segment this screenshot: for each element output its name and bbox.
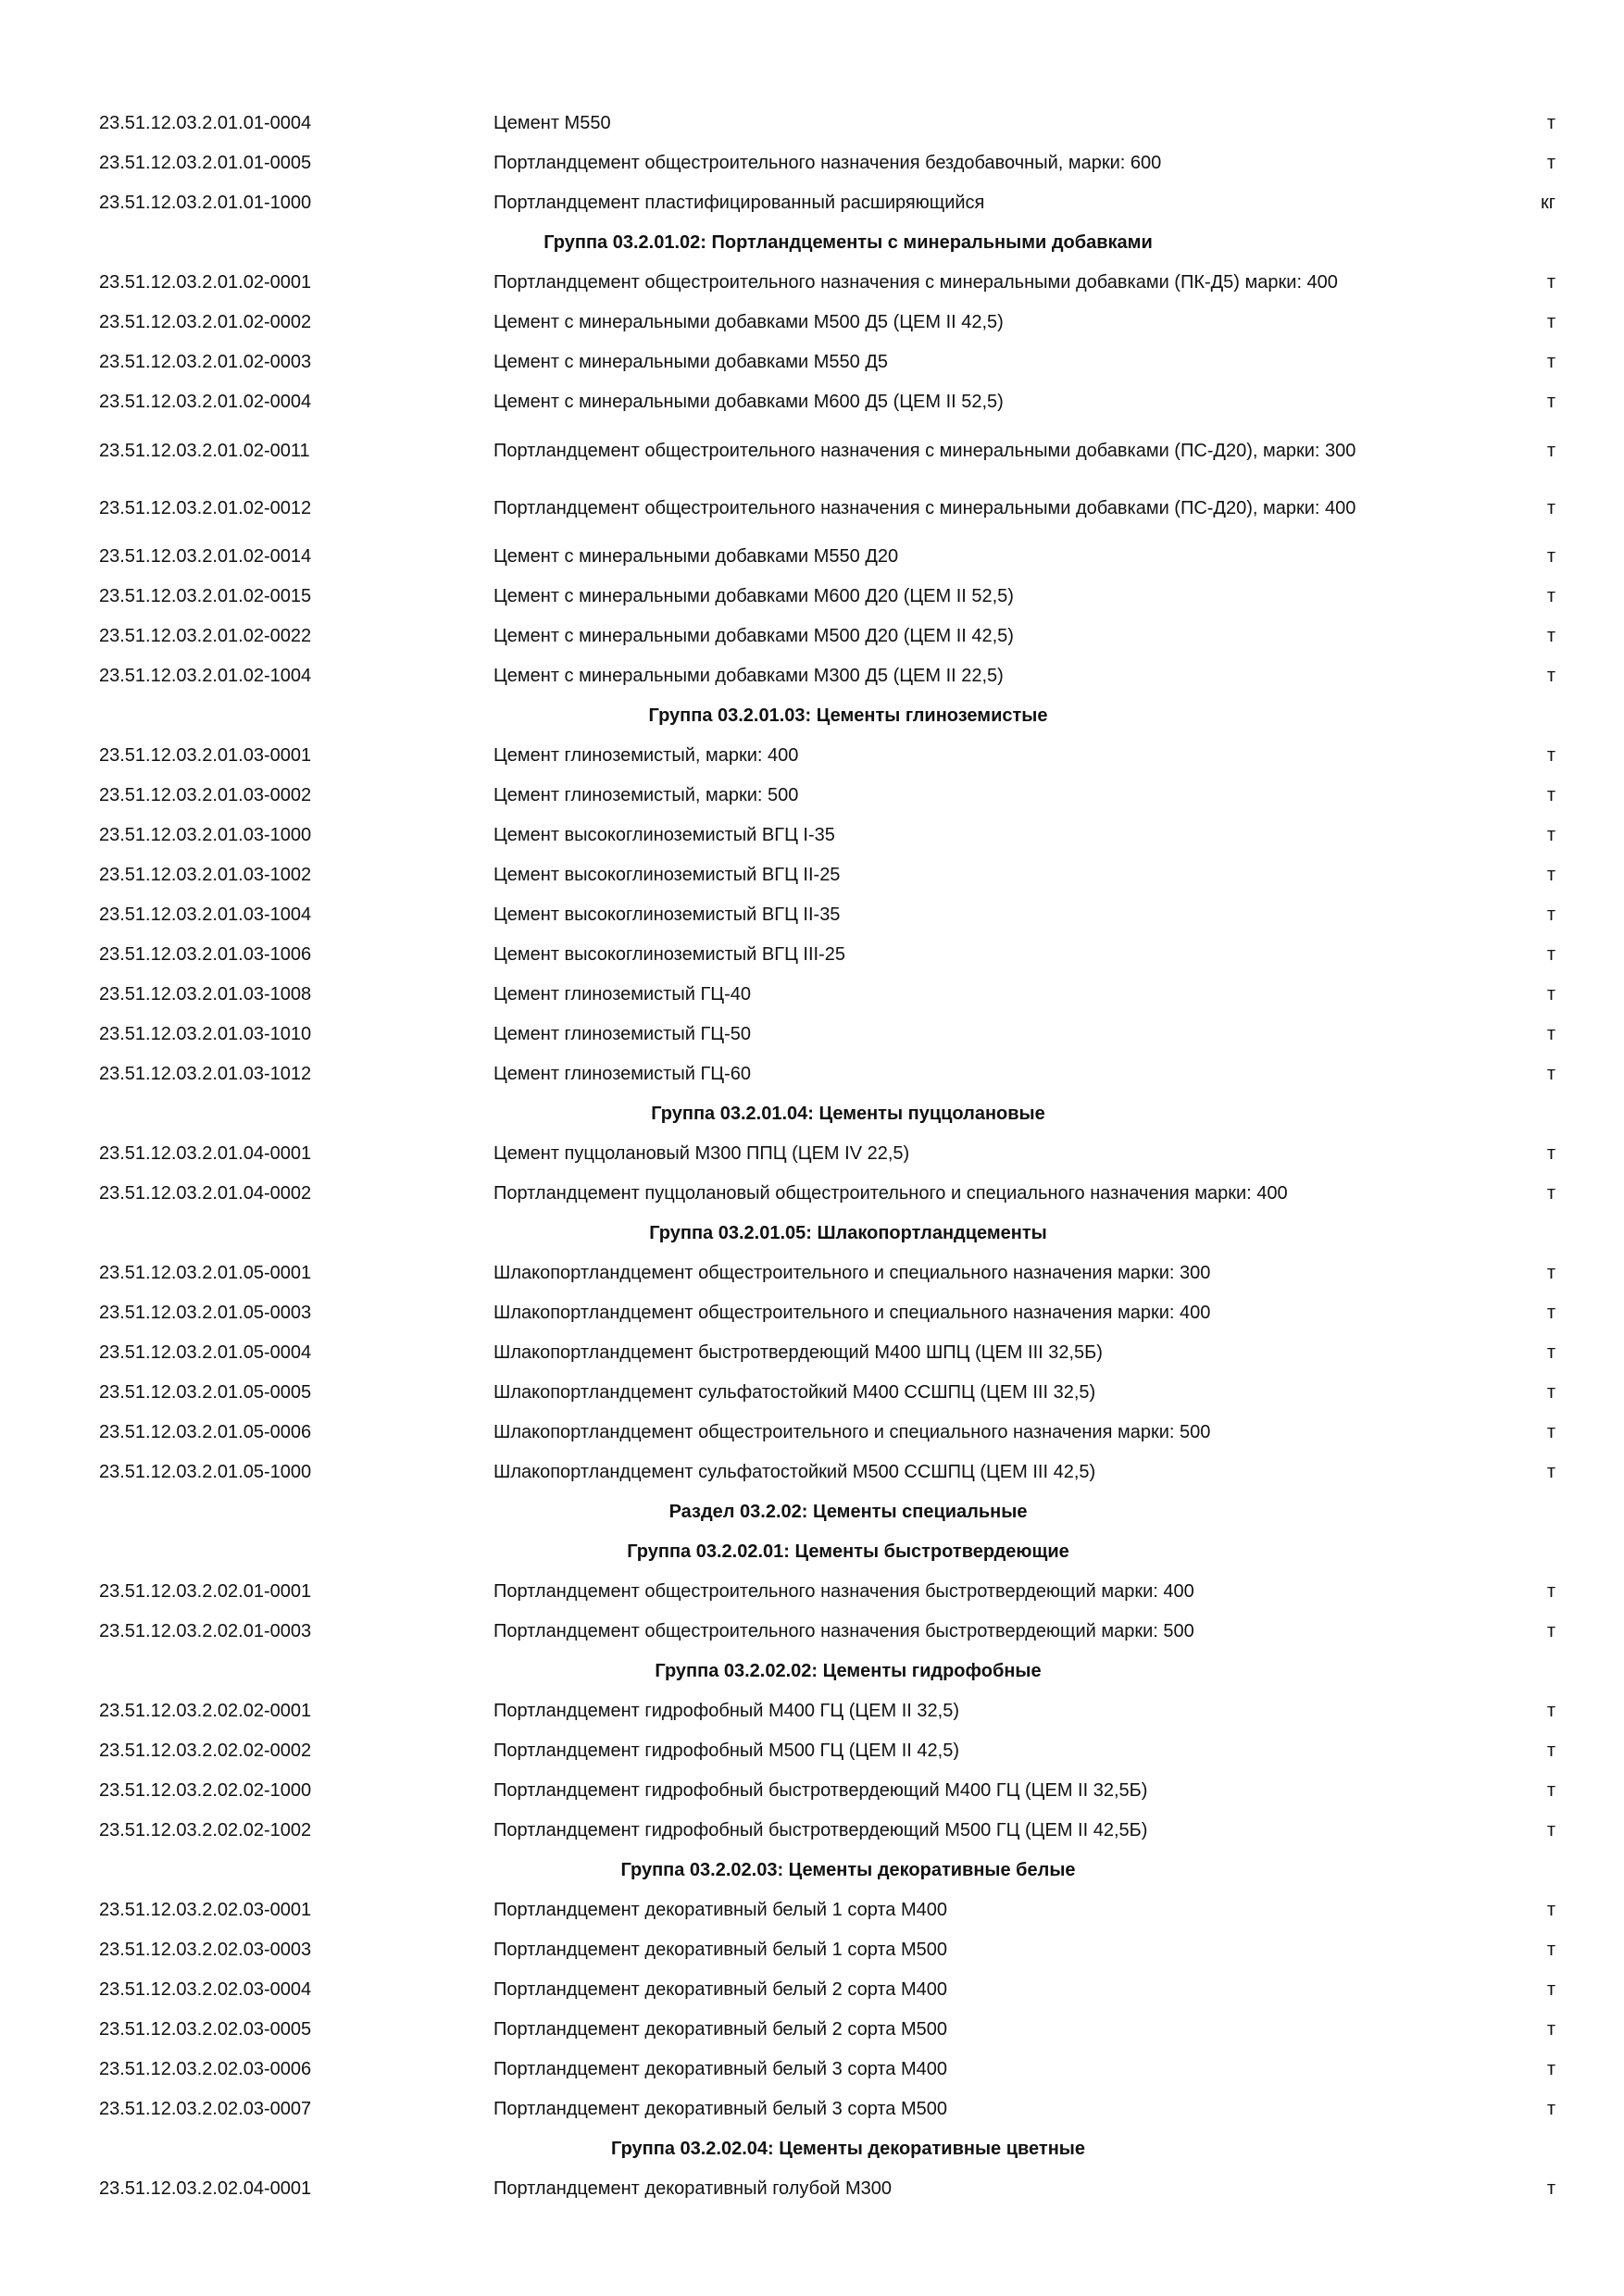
table-row bbox=[0, 1970, 1624, 2010]
item-unit: т bbox=[1546, 984, 1555, 1004]
item-name: Портландцемент декоративный белый 2 сорта М500 bbox=[493, 2019, 948, 2040]
item-unit: т bbox=[1546, 1940, 1555, 1960]
item-name: Портландцемент декоративный голубой М300 bbox=[493, 2178, 892, 2199]
section-heading: Группа 03.2.01.04: Цементы пуццолановые bbox=[651, 1104, 1045, 1124]
table-row bbox=[0, 343, 1624, 382]
item-unit: т bbox=[1546, 1701, 1555, 1721]
table-row bbox=[0, 2010, 1624, 2050]
item-code: 23.51.12.03.2.02.02-1000 bbox=[99, 1780, 312, 1801]
item-name: Цемент с минеральными добавками М300 Д5 (ЦЕМ II 22,5) bbox=[493, 666, 1004, 686]
item-code: 23.51.12.03.2.01.03-1006 bbox=[99, 944, 312, 965]
item-name: Цемент высокоглиноземистый ВГЦ III-25 bbox=[493, 944, 845, 965]
item-code: 23.51.12.03.2.01.03-1008 bbox=[99, 984, 312, 1004]
item-name: Цемент высокоглиноземистый ВГЦ II-25 bbox=[493, 865, 841, 885]
item-unit: т bbox=[1546, 113, 1555, 133]
table-row bbox=[0, 776, 1624, 816]
table-row bbox=[0, 1930, 1624, 1970]
item-unit: т bbox=[1546, 1263, 1555, 1283]
table-row bbox=[0, 736, 1624, 776]
item-code: 23.51.12.03.2.01.01-1000 bbox=[99, 193, 312, 213]
item-name: Портландцемент декоративный белый 1 сорта М400 bbox=[493, 1900, 948, 1920]
table-row bbox=[0, 1811, 1624, 1851]
table-row bbox=[0, 1413, 1624, 1453]
item-code: 23.51.12.03.2.01.02-0011 bbox=[99, 441, 310, 461]
item-code: 23.51.12.03.2.01.02-0012 bbox=[99, 498, 312, 518]
table-row bbox=[0, 104, 1624, 144]
section-heading-row bbox=[0, 1492, 1624, 1532]
item-code: 23.51.12.03.2.01.03-1012 bbox=[99, 1064, 312, 1084]
item-unit: т bbox=[1546, 1064, 1555, 1084]
table-row bbox=[0, 303, 1624, 343]
section-heading-row bbox=[0, 696, 1624, 736]
item-unit: т bbox=[1546, 441, 1555, 461]
table-row bbox=[0, 1453, 1624, 1492]
item-code: 23.51.12.03.2.01.05-0006 bbox=[99, 1422, 312, 1442]
item-name: Портландцемент пуццолановый общестроительного и специального назначения марки: 400 bbox=[493, 1183, 1288, 1204]
item-unit: т bbox=[1546, 546, 1555, 567]
item-unit: т bbox=[1546, 153, 1555, 173]
item-code: 23.51.12.03.2.02.02-1002 bbox=[99, 1820, 312, 1841]
item-name: Шлакопортландцемент общестроительного и специального назначения марки: 400 bbox=[493, 1303, 1211, 1323]
item-unit: кг bbox=[1540, 193, 1555, 213]
item-unit: т bbox=[1546, 2019, 1555, 2040]
table-row bbox=[0, 1015, 1624, 1054]
item-code: 23.51.12.03.2.02.01-0001 bbox=[99, 1581, 312, 1602]
item-code: 23.51.12.03.2.02.03-0003 bbox=[99, 1940, 312, 1960]
item-code: 23.51.12.03.2.01.03-1002 bbox=[99, 865, 312, 885]
item-unit: т bbox=[1546, 626, 1555, 646]
item-name: Цемент с минеральными добавками М500 Д20 (ЦЕМ II 42,5) bbox=[493, 626, 1014, 646]
table-row bbox=[0, 1293, 1624, 1333]
item-unit: т bbox=[1546, 1979, 1555, 2000]
item-unit: т bbox=[1546, 785, 1555, 805]
table-row bbox=[0, 537, 1624, 577]
item-name: Цемент глиноземистый ГЦ-50 bbox=[493, 1024, 751, 1044]
item-code: 23.51.12.03.2.02.02-0001 bbox=[99, 1701, 312, 1721]
item-name: Портландцемент гидрофобный быстротвердеющий М400 ГЦ (ЦЕМ II 32,5Б) bbox=[493, 1780, 1148, 1801]
section-heading: Группа 03.2.02.04: Цементы декоративные цветные bbox=[611, 2139, 1085, 2159]
item-unit: т bbox=[1546, 905, 1555, 925]
item-unit: т bbox=[1546, 1621, 1555, 1641]
item-unit: т bbox=[1546, 1382, 1555, 1403]
table-row bbox=[0, 1054, 1624, 1094]
item-code: 23.51.12.03.2.01.05-0003 bbox=[99, 1303, 312, 1323]
item-code: 23.51.12.03.2.02.03-0007 bbox=[99, 2099, 312, 2119]
item-unit: т bbox=[1546, 1183, 1555, 1204]
item-unit: т bbox=[1546, 2178, 1555, 2199]
item-code: 23.51.12.03.2.02.03-0004 bbox=[99, 1979, 312, 2000]
item-unit: т bbox=[1546, 1900, 1555, 1920]
section-heading: Группа 03.2.02.02: Цементы гидрофобные bbox=[655, 1661, 1042, 1681]
item-code: 23.51.12.03.2.01.03-0002 bbox=[99, 785, 312, 805]
item-name: Цемент М550 bbox=[493, 113, 611, 133]
section-heading-row bbox=[0, 1214, 1624, 1254]
table-row bbox=[0, 577, 1624, 617]
item-unit: т bbox=[1546, 1303, 1555, 1323]
item-code: 23.51.12.03.2.01.03-1000 bbox=[99, 825, 312, 845]
item-unit: т bbox=[1546, 1820, 1555, 1841]
table-row bbox=[0, 144, 1624, 183]
section-heading-row bbox=[0, 1094, 1624, 1134]
item-unit: т bbox=[1546, 312, 1555, 332]
item-name: Цемент с минеральными добавками М550 Д5 bbox=[493, 352, 889, 372]
item-code: 23.51.12.03.2.01.02-0014 bbox=[99, 546, 312, 567]
item-unit: т bbox=[1546, 1422, 1555, 1442]
item-name: Цемент с минеральными добавками М500 Д5 (ЦЕМ II 42,5) bbox=[493, 312, 1004, 332]
item-name: Портландцемент гидрофобный быстротвердеющий М500 ГЦ (ЦЕМ II 42,5Б) bbox=[493, 1820, 1148, 1841]
item-name: Портландцемент декоративный белый 3 сорта М400 bbox=[493, 2059, 948, 2079]
item-name: Цемент высокоглиноземистый ВГЦ I-35 bbox=[493, 825, 835, 845]
section-heading: Группа 03.2.02.03: Цементы декоративные белые bbox=[620, 1860, 1076, 1880]
table-row bbox=[0, 2090, 1624, 2129]
item-name: Шлакопортландцемент сульфатостойкий М400 ССШПЦ (ЦЕМ III 32,5) bbox=[493, 1382, 1096, 1403]
item-name: Портландцемент общестроительного назначения с минеральными добавками (ПС-Д20), марки: 300 bbox=[493, 441, 1356, 461]
item-code: 23.51.12.03.2.01.02-0015 bbox=[99, 586, 312, 606]
item-name: Цемент глиноземистый ГЦ-60 bbox=[493, 1064, 751, 1084]
item-name: Портландцемент общестроительного назначения быстротвердеющий марки: 500 bbox=[493, 1621, 1194, 1641]
item-unit: т bbox=[1546, 1342, 1555, 1363]
item-code: 23.51.12.03.2.02.03-0006 bbox=[99, 2059, 312, 2079]
item-name: Цемент глиноземистый ГЦ-40 bbox=[493, 984, 751, 1004]
item-unit: т bbox=[1546, 1581, 1555, 1602]
item-name: Портландцемент общестроительного назначения бездобавочный, марки: 600 bbox=[493, 153, 1162, 173]
item-name: Цемент с минеральными добавками М550 Д20 bbox=[493, 546, 899, 567]
price-list-table bbox=[0, 104, 1624, 2209]
item-code: 23.51.12.03.2.02.04-0001 bbox=[99, 2178, 312, 2199]
item-name: Шлакопортландцемент общестроительного и специального назначения марки: 300 bbox=[493, 1263, 1211, 1283]
table-row bbox=[0, 855, 1624, 895]
item-name: Цемент пуццолановый М300 ППЦ (ЦЕМ IV 22,5) bbox=[493, 1143, 910, 1164]
table-row bbox=[0, 975, 1624, 1015]
table-row bbox=[0, 617, 1624, 656]
item-unit: т bbox=[1546, 272, 1555, 293]
item-unit: т bbox=[1546, 825, 1555, 845]
item-code: 23.51.12.03.2.01.03-1004 bbox=[99, 905, 312, 925]
table-row bbox=[0, 1731, 1624, 1771]
item-code: 23.51.12.03.2.01.02-0001 bbox=[99, 272, 312, 293]
item-name: Портландцемент пластифицированный расширяющийся bbox=[493, 193, 985, 213]
item-code: 23.51.12.03.2.01.03-1010 bbox=[99, 1024, 312, 1044]
item-unit: т bbox=[1546, 944, 1555, 965]
item-name: Портландцемент общестроительного назначения с минеральными добавками (ПК-Д5) марки: 400 bbox=[493, 272, 1338, 293]
section-heading-row bbox=[0, 1652, 1624, 1691]
table-row bbox=[0, 1612, 1624, 1652]
table-row bbox=[0, 1134, 1624, 1174]
table-row bbox=[0, 422, 1624, 480]
item-name: Цемент высокоглиноземистый ВГЦ II-35 bbox=[493, 905, 841, 925]
item-unit: т bbox=[1546, 352, 1555, 372]
item-name: Портландцемент декоративный белый 2 сорта М400 bbox=[493, 1979, 948, 2000]
item-code: 23.51.12.03.2.01.02-0003 bbox=[99, 352, 312, 372]
table-row bbox=[0, 183, 1624, 223]
item-code: 23.51.12.03.2.02.03-0001 bbox=[99, 1900, 312, 1920]
item-unit: т bbox=[1546, 2059, 1555, 2079]
item-unit: т bbox=[1546, 392, 1555, 412]
table-row bbox=[0, 1174, 1624, 1214]
item-code: 23.51.12.03.2.02.01-0003 bbox=[99, 1621, 312, 1641]
item-code: 23.51.12.03.2.01.01-0005 bbox=[99, 153, 312, 173]
table-row bbox=[0, 2050, 1624, 2090]
section-heading-row bbox=[0, 2129, 1624, 2169]
table-row bbox=[0, 895, 1624, 935]
item-name: Цемент с минеральными добавками М600 Д20 (ЦЕМ II 52,5) bbox=[493, 586, 1014, 606]
table-row bbox=[0, 1890, 1624, 1930]
item-code: 23.51.12.03.2.02.02-0002 bbox=[99, 1741, 312, 1761]
item-code: 23.51.12.03.2.01.02-1004 bbox=[99, 666, 312, 686]
section-heading: Раздел 03.2.02: Цементы специальные bbox=[668, 1502, 1028, 1522]
item-unit: т bbox=[1546, 1462, 1555, 1482]
item-name: Портландцемент общестроительного назначения быстротвердеющий марки: 400 bbox=[493, 1581, 1194, 1602]
table-row bbox=[0, 1691, 1624, 1731]
item-code: 23.51.12.03.2.01.04-0002 bbox=[99, 1183, 312, 1204]
item-name: Цемент глиноземистый, марки: 400 bbox=[493, 745, 799, 766]
table-row bbox=[0, 2169, 1624, 2209]
section-heading: Группа 03.2.01.05: Шлакопортландцементы bbox=[649, 1223, 1047, 1243]
item-name: Портландцемент декоративный белый 3 сорта М500 bbox=[493, 2099, 948, 2119]
item-name: Портландцемент гидрофобный М500 ГЦ (ЦЕМ II 42,5) bbox=[493, 1741, 959, 1761]
item-code: 23.51.12.03.2.02.03-0005 bbox=[99, 2019, 312, 2040]
item-unit: т bbox=[1546, 1780, 1555, 1801]
section-heading-row bbox=[0, 1851, 1624, 1890]
item-name: Шлакопортландцемент общестроительного и специального назначения марки: 500 bbox=[493, 1422, 1211, 1442]
item-code: 23.51.12.03.2.01.04-0001 bbox=[99, 1143, 312, 1164]
table-row bbox=[0, 382, 1624, 422]
item-unit: т bbox=[1546, 865, 1555, 885]
item-code: 23.51.12.03.2.01.02-0002 bbox=[99, 312, 312, 332]
item-code: 23.51.12.03.2.01.01-0004 bbox=[99, 113, 312, 133]
item-name: Портландцемент общестроительного назначения с минеральными добавками (ПС-Д20), марки: 400 bbox=[493, 498, 1356, 518]
table-row bbox=[0, 656, 1624, 696]
item-unit: т bbox=[1546, 1024, 1555, 1044]
item-name: Шлакопортландцемент быстротвердеющий М400 ШПЦ (ЦЕМ III 32,5Б) bbox=[493, 1342, 1103, 1363]
item-unit: т bbox=[1546, 2099, 1555, 2119]
section-heading: Группа 03.2.01.02: Портландцементы с минеральными добавками bbox=[543, 232, 1153, 253]
table-row bbox=[0, 935, 1624, 975]
item-unit: т bbox=[1546, 1741, 1555, 1761]
item-code: 23.51.12.03.2.01.05-0005 bbox=[99, 1382, 312, 1403]
item-unit: т bbox=[1546, 666, 1555, 686]
item-name: Шлакопортландцемент сульфатостойкий М500 ССШПЦ (ЦЕМ III 42,5) bbox=[493, 1462, 1096, 1482]
item-unit: т bbox=[1546, 745, 1555, 766]
section-heading-row bbox=[0, 223, 1624, 263]
item-code: 23.51.12.03.2.01.05-0004 bbox=[99, 1342, 312, 1363]
section-heading: Группа 03.2.01.03: Цементы глиноземистые bbox=[648, 705, 1048, 726]
item-unit: т bbox=[1546, 586, 1555, 606]
table-row bbox=[0, 1254, 1624, 1293]
table-row bbox=[0, 1771, 1624, 1811]
item-name: Портландцемент гидрофобный М400 ГЦ (ЦЕМ II 32,5) bbox=[493, 1701, 959, 1721]
item-unit: т bbox=[1546, 1143, 1555, 1164]
item-name: Цемент глиноземистый, марки: 500 bbox=[493, 785, 799, 805]
item-code: 23.51.12.03.2.01.05-0001 bbox=[99, 1263, 312, 1283]
item-name: Цемент с минеральными добавками М600 Д5 (ЦЕМ II 52,5) bbox=[493, 392, 1004, 412]
table-row bbox=[0, 1373, 1624, 1413]
item-code: 23.51.12.03.2.01.05-1000 bbox=[99, 1462, 312, 1482]
section-heading-row bbox=[0, 1532, 1624, 1572]
table-row bbox=[0, 1333, 1624, 1373]
table-row bbox=[0, 1572, 1624, 1612]
item-unit: т bbox=[1546, 498, 1555, 518]
table-row bbox=[0, 816, 1624, 855]
item-code: 23.51.12.03.2.01.03-0001 bbox=[99, 745, 312, 766]
section-heading: Группа 03.2.02.01: Цементы быстротвердеющие bbox=[627, 1541, 1069, 1562]
table-row bbox=[0, 480, 1624, 537]
item-name: Портландцемент декоративный белый 1 сорта М500 bbox=[493, 1940, 948, 1960]
item-code: 23.51.12.03.2.01.02-0022 bbox=[99, 626, 312, 646]
item-code: 23.51.12.03.2.01.02-0004 bbox=[99, 392, 312, 412]
table-row bbox=[0, 263, 1624, 303]
